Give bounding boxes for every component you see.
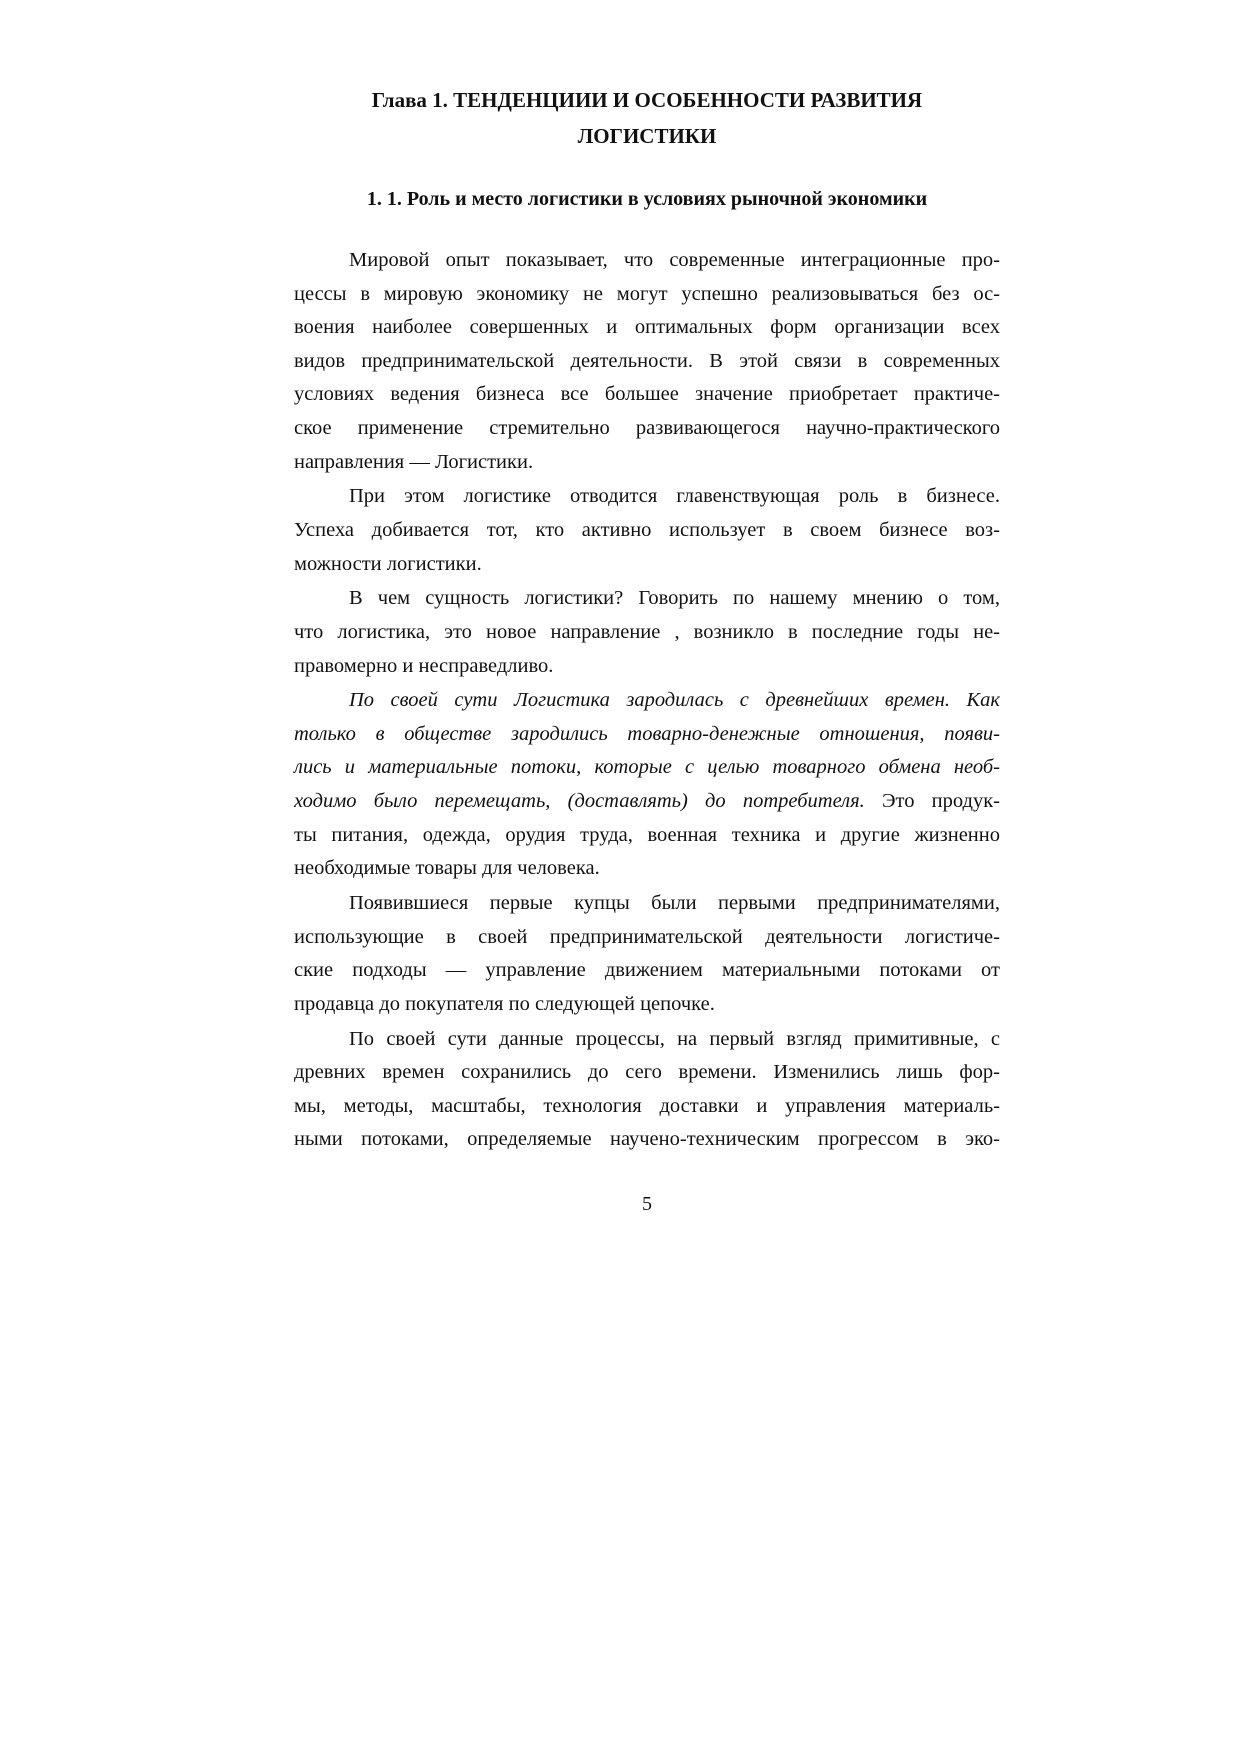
text-line: цессы в мировую экономику не могут успешно реализовываться без ос-	[294, 282, 1000, 305]
chapter-title-line-1: Глава 1. ТЕНДЕНЦИИИ И ОСОБЕННОСТИ РАЗВИТИЯ	[371, 88, 923, 112]
regular-text: Это продук-	[864, 790, 1000, 813]
text-line: видов предпринимательской деятельности. В этой связи в современных	[294, 349, 1000, 372]
text-line: условиях ведения бизнеса все большее значение приобретает практиче-	[294, 383, 1000, 406]
text-line: В чем сущность логистики? Говорить по нашему мнению о том,	[349, 587, 1000, 610]
text-line	[294, 684, 1000, 718]
paragraph-6	[294, 1023, 1000, 1157]
text-line: мы, методы, масштабы, технология доставки и управления материаль-	[294, 1094, 1000, 1117]
text-line: продавца до покупателя по следующей цепочке.	[294, 992, 715, 1015]
text-line: использующие в своей предпринимательской деятельности логистиче-	[294, 925, 1000, 948]
text-line: Появившиеся первые купцы были первыми предпринимателями,	[349, 892, 1000, 915]
italic-text: ходимо было перемещать, (доставлять) до потребителя.	[294, 790, 865, 813]
text-line: правомерно и несправедливо.	[294, 654, 554, 677]
text-line: воения наиболее совершенных и оптимальных форм организации всех	[294, 316, 1000, 339]
text-line: Мировой опыт показывает, что современные интеграционные про-	[349, 249, 1000, 271]
paragraph-1	[294, 244, 1000, 479]
paragraph-3	[294, 582, 1000, 683]
text-line: Успеха добивается тот, кто активно использует в своем бизнесе воз-	[294, 518, 1000, 541]
paragraph-2	[294, 480, 1000, 581]
paragraph-5	[294, 887, 1000, 1021]
text-line: По своей сути данные процессы, на первый взгляд примитивные, с	[349, 1027, 1000, 1050]
chapter-title-line-2: ЛОГИСТИКИ	[577, 124, 717, 148]
text-line	[294, 785, 1000, 819]
chapter-title	[274, 82, 1020, 154]
text-line: ское применение стремительно развивающегося научно-практического	[294, 416, 1000, 439]
text-line: ские подходы — управление движением материальными потоками от	[294, 959, 1000, 982]
text-line: ты питания, одежда, орудия труда, военная техника и другие жизненно	[294, 823, 1000, 846]
text-line: При этом логистике отводится главенствующая роль в бизнесе.	[349, 485, 1000, 508]
text-line	[294, 751, 1000, 785]
text-line: направления — Логистики.	[294, 450, 534, 473]
text-line: необходимые товары для человека.	[294, 857, 600, 880]
italic-text: По своей сути Логистика зародилась с древнейших времен. Как	[349, 689, 1000, 712]
italic-text: только в обществе зародились товарно-денежные отношения, появи-	[294, 722, 1000, 745]
text-line: древних времен сохранились до сего времени. Изменились лишь фор-	[294, 1061, 1000, 1084]
text-line: можности логистики.	[294, 552, 482, 575]
section-title: 1. 1. Роль и место логистики в условиях рыночной экономики	[366, 188, 928, 210]
page-number: 5	[642, 1193, 652, 1215]
body-text	[294, 244, 1000, 1157]
paragraph-4	[294, 684, 1000, 886]
document-page	[294, 0, 1000, 1755]
text-line: что логистика, это новое направление , возникло в последние годы не-	[294, 620, 1000, 643]
italic-text: лись и материальные потоки, которые с целью товарного обмена необ-	[294, 756, 1000, 779]
text-line	[294, 718, 1000, 752]
text-line: ными потоками, определяемые научено-техническим прогрессом в эко-	[294, 1128, 1000, 1151]
